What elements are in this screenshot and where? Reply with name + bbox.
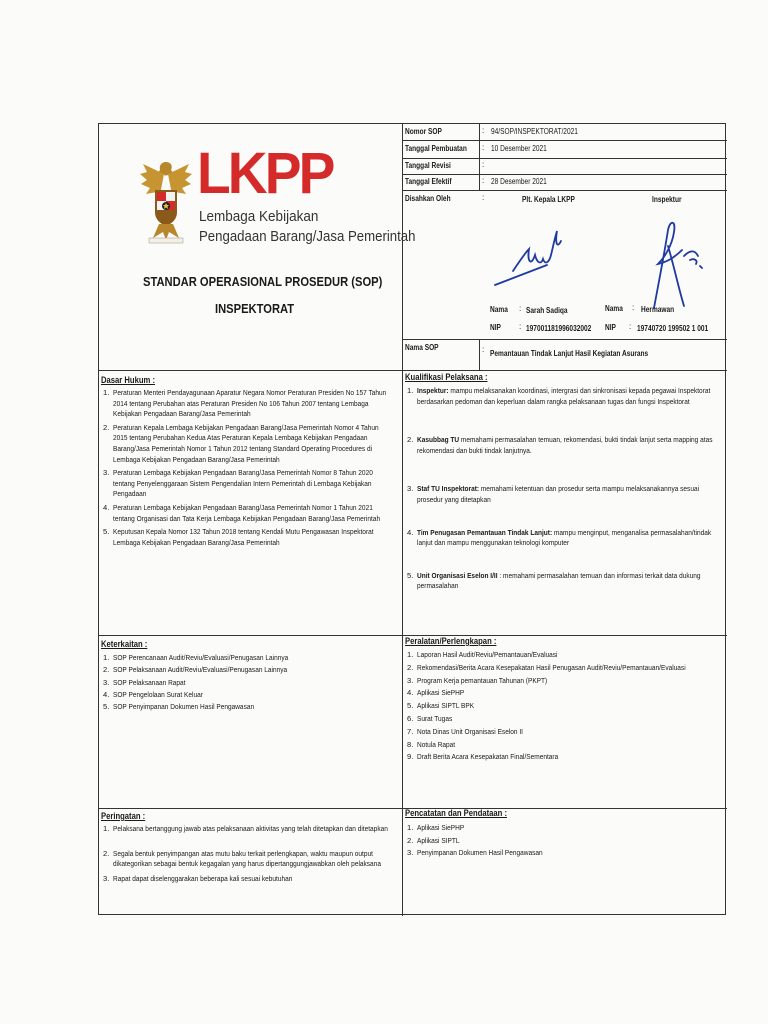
- pencatatan-list: [407, 822, 719, 860]
- nama-sop-label: Nama SOP: [405, 343, 439, 352]
- list-item: 3. Penyimpanan Dokumen Hasil Pengawasan: [407, 848, 543, 858]
- signer2-nama-label: Nama: [605, 304, 623, 313]
- signature-1: [491, 219, 586, 291]
- signer2-nip-label: NIP: [605, 323, 616, 332]
- list-item: 4. Peraturan Lembaga Kebijakan Pengadaan Barang/Jasa Pemerintah Nomor 1 Tahun 2021 tentang Organisasi dan Tata Kerja Lembaga Kebijakan Pengadaan Barang/Jasa Pemerintah: [103, 502, 381, 523]
- tanggal-pembuatan-value: 10 Desember 2021: [491, 144, 547, 153]
- list-item: 4. Tim Penugasan Pemantauan Tindak Lanjut: mampu menginput, menganalisa permasalahan/tindak lanjut dan mampu menggunakan teknologi komputer: [407, 527, 712, 548]
- garuda-emblem-icon: [137, 154, 195, 246]
- keterkaitan-title: Keterkaitan :: [101, 639, 148, 649]
- pencatatan-title: Pencatatan dan Pendataan :: [405, 808, 508, 818]
- peralatan-title: Peralatan/Perlengkapan :: [405, 636, 497, 646]
- list-item: 6. Surat Tugas: [407, 713, 453, 723]
- list-item: 2. Kasubbag TU memahami permasalahan temuan, rekomendasi, bukti tindak lanjut serta mapping atas rekomendasi dan bukti tindak lanjutnya.: [407, 435, 713, 455]
- list-item: 5. SOP Penyimpanan Dokumen Hasil Pengawasan: [103, 702, 255, 712]
- logo-subtitle-line1: Lembaga Kebijakan: [199, 208, 319, 225]
- doc-subtitle: INSPEKTORAT: [215, 301, 295, 316]
- dasar-hukum-title: Dasar Hukum :: [101, 375, 156, 385]
- peralatan-list: [407, 649, 719, 764]
- signer2-name: Hermawan: [641, 305, 675, 314]
- list-item: 9. Draft Berita Acara Kesepakatan Final/Sementara: [407, 752, 559, 762]
- signer1-nip: 197001181996032002: [526, 324, 592, 333]
- signer1-nip-label: NIP: [490, 323, 501, 332]
- doc-title: STANDAR OPERASIONAL PROSEDUR (SOP): [143, 274, 383, 289]
- nomor-sop-label: Nomor SOP: [405, 127, 442, 136]
- keterkaitan-list: [103, 652, 393, 713]
- kualifikasi-list: [407, 386, 719, 592]
- signer2-title: Inspektur: [652, 195, 682, 204]
- tanggal-efektif-value: 28 Desember 2021: [491, 177, 547, 186]
- dasar-hukum-list: [103, 388, 393, 548]
- list-item: 1. Pelaksana bertanggung jawab atas pelaksanaan aktivitas yang telah ditetapkan dan ditetapkan: [103, 824, 388, 833]
- logo-subtitle-line2: Pengadaan Barang/Jasa Pemerintah: [199, 228, 416, 245]
- tanggal-efektif-label: Tanggal Efektif: [405, 177, 452, 186]
- list-item: 2. SOP Pelaksanaan Audit/Reviu/Evaluasi/Penugasan Lainnya: [103, 665, 288, 675]
- list-item: 1. Peraturan Menteri Pendayagunaan Aparatur Negara Nomor Peraturan Presiden No 157 Tahun 2014 tentang Perubahan atas Peraturan Presiden No 106 Tahun 2007 tentang Lembaga Kebijakan Pengadaan Barang/Jasa Pemerintah: [103, 388, 387, 419]
- list-item: 2. Segala bentuk penyimpangan atas mutu baku terkait perlengkapan, waktu maupun output dikategorikan sebagai bentuk kegagalan yang harus dipertanggungjawabkan oleh pelaksana: [103, 848, 381, 869]
- list-item: 3. Rapat dapat diselenggarakan beberapa kali sesuai kebutuhan: [103, 873, 293, 883]
- signer1-nama-label: Nama: [490, 305, 508, 314]
- nama-sop-value: Pemantauan Tindak Lanjut Hasil Kegiatan Asurans: [490, 349, 649, 358]
- list-item: 4. SOP Pengelolaan Surat Keluar: [103, 689, 203, 699]
- list-item: 3. SOP Pelaksanaan Rapat: [103, 677, 186, 687]
- list-item: 5. Keputusan Kepala Nomor 132 Tahun 2018 tentang Kendali Mutu Pengawasan Inspektorat Lembaga Kebijakan Pengadaan Barang/Jasa Pemerintah: [103, 527, 374, 547]
- list-item: 7. Nota Dinas Unit Organisasi Eselon II: [407, 726, 523, 736]
- list-item: 3. Peraturan Lembaga Kebijakan Pengadaan Barang/Jasa Pemerintah Nomor 8 Tahun 2020 tentang Penyelenggaraan Sistem Pengendalian Intern Pemerintah di Lembaga Kebijakan Pengadaan: [103, 468, 373, 499]
- peringatan-title: Peringatan :: [101, 811, 146, 821]
- lkpp-logo-text: LKPP: [197, 141, 333, 206]
- list-item: 1. Inspektur: mampu melaksanakan koordinasi, intergrasi dan sinkronisasi kepada pegawai Inspektorat berdasarkan pedoman dan keperluan dalam rangka pelaksanaan tugas dan fungsi Inspektorat: [407, 386, 711, 406]
- signer2-nip: 19740720 199502 1 001: [637, 324, 709, 333]
- tanggal-pembuatan-label: Tanggal Pembuatan: [405, 144, 467, 153]
- list-item: 5. Aplikasi SIPTL BPK: [407, 701, 475, 711]
- list-item: 1. Aplikasi SiePHP: [407, 823, 465, 832]
- sop-document: LKPP Lembaga Kebijakan Pengadaan Barang/Jasa Pemerintah STANDAR OPERASIONAL PROSEDUR (SOP) INSPEKTORAT Nomor SOP : 94/SOP/INSPEKTORAT/2021 Tanggal Pembuatan : 10 Desember 2021 Tanggal Revisi : Tanggal Efektif : 28 Desember 2021 Disahkan Oleh : Plt. Kepala LKPP Inspektur Nama : Sarah Sadiqa NIP : 197001181996032002 Nama : Hermawan NIP : 19740720 199502 1 001 Nama SOP : Pemantauan Tindak Lanjut Hasil Kegiatan Asurans Dasar Hukum : 1. Peraturan Menteri Pendayagunaan Aparatur Negara Nomor Peraturan Presiden No 157 Tahun 2014 tentang Perubahan atas Peraturan Presiden No 106 Tahun 2007 tentang Lembaga Kebijakan Pengadaan Barang/Jasa Pemerintah 2. Peraturan Kepala Lembaga Kebijakan Pengadaan Barang/Jasa Pemerintah Nomor 4 Tahun 2015 tentang Perubahan Kedua Atas Peraturan Kepala Lembaga Kebijakan Pengadaan Barang/Jasa Pemerintah Nomor 1 Tahun 2012 tentang Standard Operating Procedures di Lembaga Kebijakan Pengadaan Barang/Jasa Pemerintah 3. Peraturan Lembaga Kebijakan Pengadaan Barang/Jasa Pemerintah Nomor 8 Tahun 2020 tentang Penyelenggaraan Sistem Pengendalian Intern Pemerintah di Lembaga Kebijakan Pengadaan 4. Peraturan Lembaga Kebijakan Pengadaan Barang/Jasa Pemerintah Nomor 1 Tahun 2021 tentang Organisasi dan Tata Kerja Lembaga Kebijakan Pengadaan Barang/Jasa Pemerintah 5. Keputusan Kepala Nomor 132 Tahun 2018 tentang Kendali Mutu Pengawasan Inspektorat Lembaga Kebijakan Pengadaan Barang/Jasa Pemerintah Kualifikasi Pelaksana : 1. Inspektur: mampu melaksanakan koordinasi, intergrasi dan sinkronisasi kepada pegawai Inspektorat berdasarkan pedoman dan keperluan dalam rangka pelaksanaan tugas dan fungsi Inspektorat 2. Kasubbag TU memahami permasalahan temuan, rekomendasi, bukti tindak lanjut serta mapping atas rekomendasi dan bukti tindak lanjutnya. 3. Staf TU Inspektorat: memahami ketentuan dan prosedur serta mampu melaksanakannya sesuai prosedur yang ditetapkan 4. Tim Penugasan Pemantauan Tindak Lanjut: mampu menginput, menganalisa permasalahan/tindak lanjut dan mampu menggunakan teknologi komputer 5. Unit Organisasi Eselon I/II : memahami permasalahan temuan dan informasi terkait data dukung permasalahan Keterkaitan : 1. SOP Perencanaan Audit/Reviu/Evaluasi/Penugasan Lainnya 2. SOP Pelaksanaan Audit/Reviu/Evaluasi/Penugasan Lainnya 3. SOP Pelaksanaan Rapat 4. SOP Pengelolaan Surat Keluar 5. SOP Penyimpanan Dokumen Hasil Pengawasan Peralatan/Perlengkapan : 1. Laporan Hasil Audit/Reviu/Pemantauan/Evaluasi 2. Rekomendasi/Berita Acara Kesepakatan Hasil Penugasan Audit/Reviu/Pemantauan/Evaluasi 3. Program Kerja pemantauan Tahunan (PKPT) 4. Aplikasi SiePHP 5. Aplikasi SIPTL BPK 6. Surat Tugas 7. Nota Dinas Unit Organisasi Eselon II 8. Notula Rapat 9. Draft Berita Acara Kesepakatan Final/Sementara Peringatan : 1. Pelaksana bertanggung jawab atas pelaksanaan aktivitas yang telah ditetapkan dan ditetapkan 2. Segala bentuk penyimpangan atas mutu baku terkait perlengkapan, waktu maupun output dikategorikan sebagai bentuk kegagalan yang harus dipertanggungjawabkan oleh pelaksana 3. Rapat dapat diselenggarakan beberapa kali sesuai kebutuhan Pencatatan dan Pendataan : 1. Aplikasi SiePHP 2. Aplikasi SIPTL 3. Penyimpanan Dokumen Hasil Pengawasan: [98, 123, 726, 915]
- signer1-name: Sarah Sadiqa: [526, 306, 568, 315]
- list-item: 5. Unit Organisasi Eselon I/II : memahami permasalahan temuan dan informasi terkait data dukung permasalahan: [407, 570, 701, 591]
- disahkan-oleh-label: Disahkan Oleh: [405, 194, 451, 203]
- signature-2: [624, 216, 714, 316]
- kualifikasi-title: Kualifikasi Pelaksana :: [405, 372, 488, 382]
- list-item: 4. Aplikasi SiePHP: [407, 688, 465, 698]
- list-item: 3. Staf TU Inspektorat: memahami ketentuan dan prosedur serta mampu melaksanakannya sesuai prosedur yang ditetapkan: [407, 484, 700, 504]
- peringatan-list: [103, 824, 393, 884]
- list-item: 8. Notula Rapat: [407, 739, 456, 749]
- list-item: 3. Program Kerja pemantauan Tahunan (PKPT): [407, 675, 548, 685]
- signer1-title: Plt. Kepala LKPP: [522, 195, 575, 204]
- list-item: 1. SOP Perencanaan Audit/Reviu/Evaluasi/Penugasan Lainnya: [103, 653, 289, 662]
- list-item: 2. Rekomendasi/Berita Acara Kesepakatan Hasil Penugasan Audit/Reviu/Pemantauan/Evaluasi: [407, 662, 686, 672]
- tanggal-revisi-label: Tanggal Revisi: [405, 161, 451, 170]
- list-item: 2. Peraturan Kepala Lembaga Kebijakan Pengadaan Barang/Jasa Pemerintah Nomor 4 Tahun 2015 tentang Perubahan Kedua Atas Peraturan Kepala Lembaga Kebijakan Pengadaan Barang/Jasa Pemerintah Nomor 1 Tahun 2012 tentang Standard Operating Procedures di Lembaga Kebijakan Pengadaan Barang/Jasa Pemerintah: [103, 422, 379, 464]
- list-item: 2. Aplikasi SIPTL: [407, 835, 460, 845]
- nomor-sop-value: 94/SOP/INSPEKTORAT/2021: [491, 127, 578, 136]
- list-item: 1. Laporan Hasil Audit/Reviu/Pemantauan/Evaluasi: [407, 650, 558, 659]
